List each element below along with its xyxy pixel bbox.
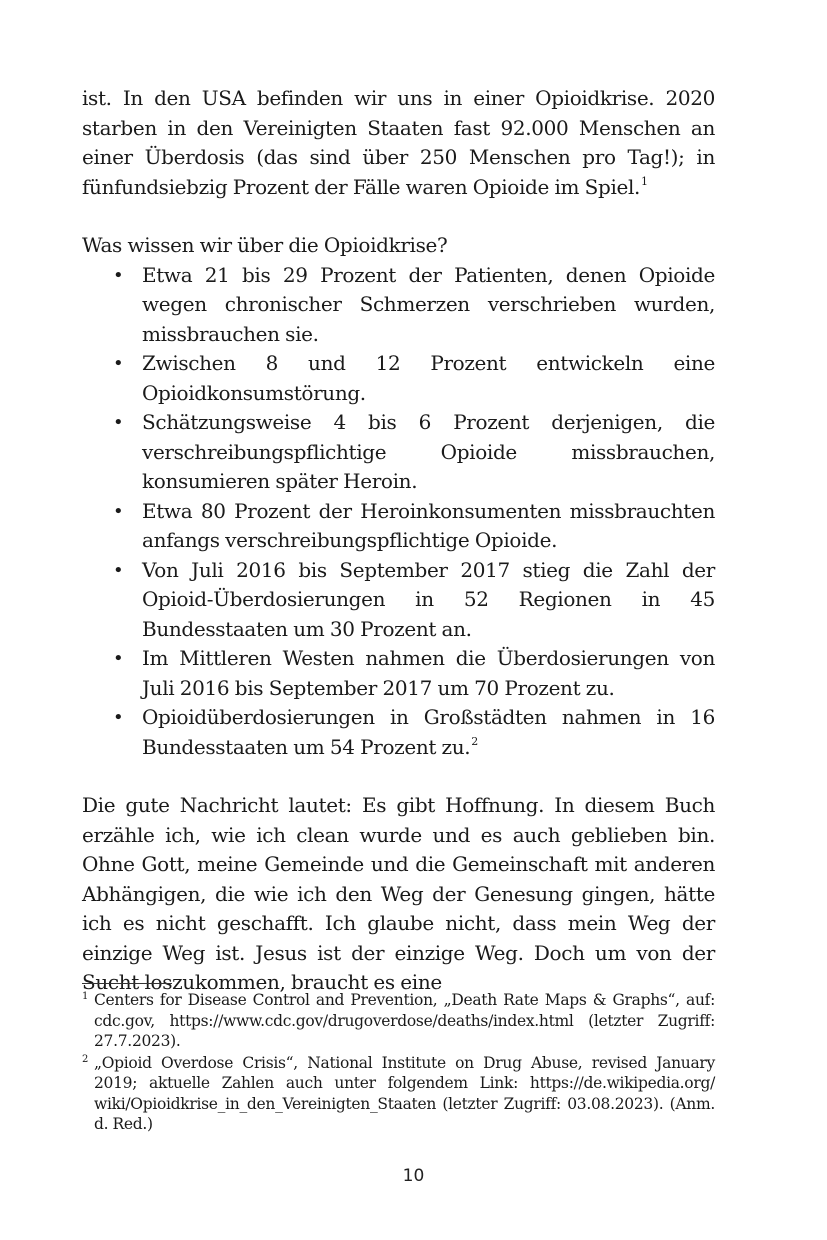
footnote-mark: 1 — [82, 991, 89, 1002]
list-item — [82, 556, 715, 645]
list-item — [82, 408, 715, 497]
list-item-text: Etwa 80 Prozent der Heroinkonsumenten missbrauchten anfangs verschreibungspflichtige Opioide. — [142, 498, 715, 552]
footnote-text: „Opioid Overdose Crisis“, National Institute on Drug Abuse, revised January 2019; aktuelle Zahlen auch unter folgendem Link: https://de.wikipedia.org/ wiki/Opioidkrise_in_den_Vereinigten_Staaten (letzter Zugriff: 03.08.2023). (Anm. d. Red.) — [94, 1053, 715, 1133]
footnote-2 — [82, 1053, 715, 1135]
question-paragraph: Was wissen wir über die Opioidkrise? — [82, 233, 448, 257]
bullet-icon: • — [113, 264, 124, 286]
bullet-icon: • — [113, 353, 124, 374]
list-item — [82, 703, 715, 762]
list-item-text: Etwa 21 bis 29 Prozent der Patienten, denen Opioide wegen chronischer Schmerzen verschrieben wurden, missbrauchen sie. — [142, 262, 715, 346]
list-item-text: Opioidüberdosierungen in Großstädten nahmen in 16 Bundesstaaten um 54 Prozent zu. — [142, 705, 715, 759]
footnote-ref-2[interactable]: 2 — [471, 734, 478, 748]
list-item — [82, 349, 715, 408]
footnote-1 — [82, 990, 715, 1052]
footnote-mark: 2 — [82, 1053, 89, 1065]
opening-text: ist. In den USA befinden wir uns in einer Opioidkrise. 2020 starben in den Vereinigten Staaten fast 92.000 Menschen an einer Überdosis (das sind über 250 Menschen pro Tag!); in fünfundsiebzig Prozent der Fälle waren Opioide im Spiel. — [82, 86, 715, 199]
bullet-icon: • — [113, 648, 124, 669]
footnote-text: Centers for Disease Control and Prevention, „Death Rate Maps & Graphs“, auf: cdc.gov, https://www.cdc.gov/drugoverdose/deaths/index.html (letzter Zugriff: 27.7.2023). — [94, 991, 715, 1050]
bullet-icon: • — [113, 707, 124, 728]
list-item — [82, 261, 715, 350]
list-item-text: Im Mittleren Westen nahmen die Überdosierungen von Juli 2016 bis September 2017 um 70 Prozent zu. — [142, 646, 715, 700]
closing-paragraph: Die gute Nachricht lautet: Es gibt Hoffnung. In diesem Buch erzähle ich, wie ich clean wurde und es auch geblieben bin. Ohne Gott, meine Gemeinde und die Gemeinschaft mit anderen Abhängigen, die wie ich den Weg der Genesung gingen, hätte ich es nicht geschafft. Ich glaube nicht, dass mein Weg der einzige Weg ist. Jesus ist der einzige Weg. Doch um von der Sucht loszukommen, braucht es eine — [82, 793, 715, 994]
list-item — [82, 497, 715, 556]
bullet-icon: • — [113, 412, 124, 433]
opening-paragraph — [82, 84, 715, 202]
page-body — [82, 84, 715, 998]
list-item-text: Schätzungsweise 4 bis 6 Prozent derjenigen, die verschreibungspflichtige Opioide missbrauchen, konsumieren später Heroin. — [142, 410, 715, 493]
bullet-list — [82, 261, 715, 763]
bullet-icon: • — [113, 500, 124, 522]
list-item-text: Zwischen 8 und 12 Prozent entwickeln eine Opioidkonsumstörung. — [142, 351, 715, 405]
page-number: 10 — [402, 1166, 425, 1186]
bullet-icon: • — [113, 559, 124, 581]
list-item-text: Von Juli 2016 bis September 2017 stieg die Zahl der Opioid-Überdosierungen in 52 Regionen in 45 Bundesstaaten um 30 Prozent an. — [142, 557, 715, 641]
footnote-divider — [82, 983, 172, 984]
footnote-ref-1[interactable]: 1 — [641, 174, 648, 188]
list-item — [82, 644, 715, 703]
footnotes — [82, 990, 715, 1136]
